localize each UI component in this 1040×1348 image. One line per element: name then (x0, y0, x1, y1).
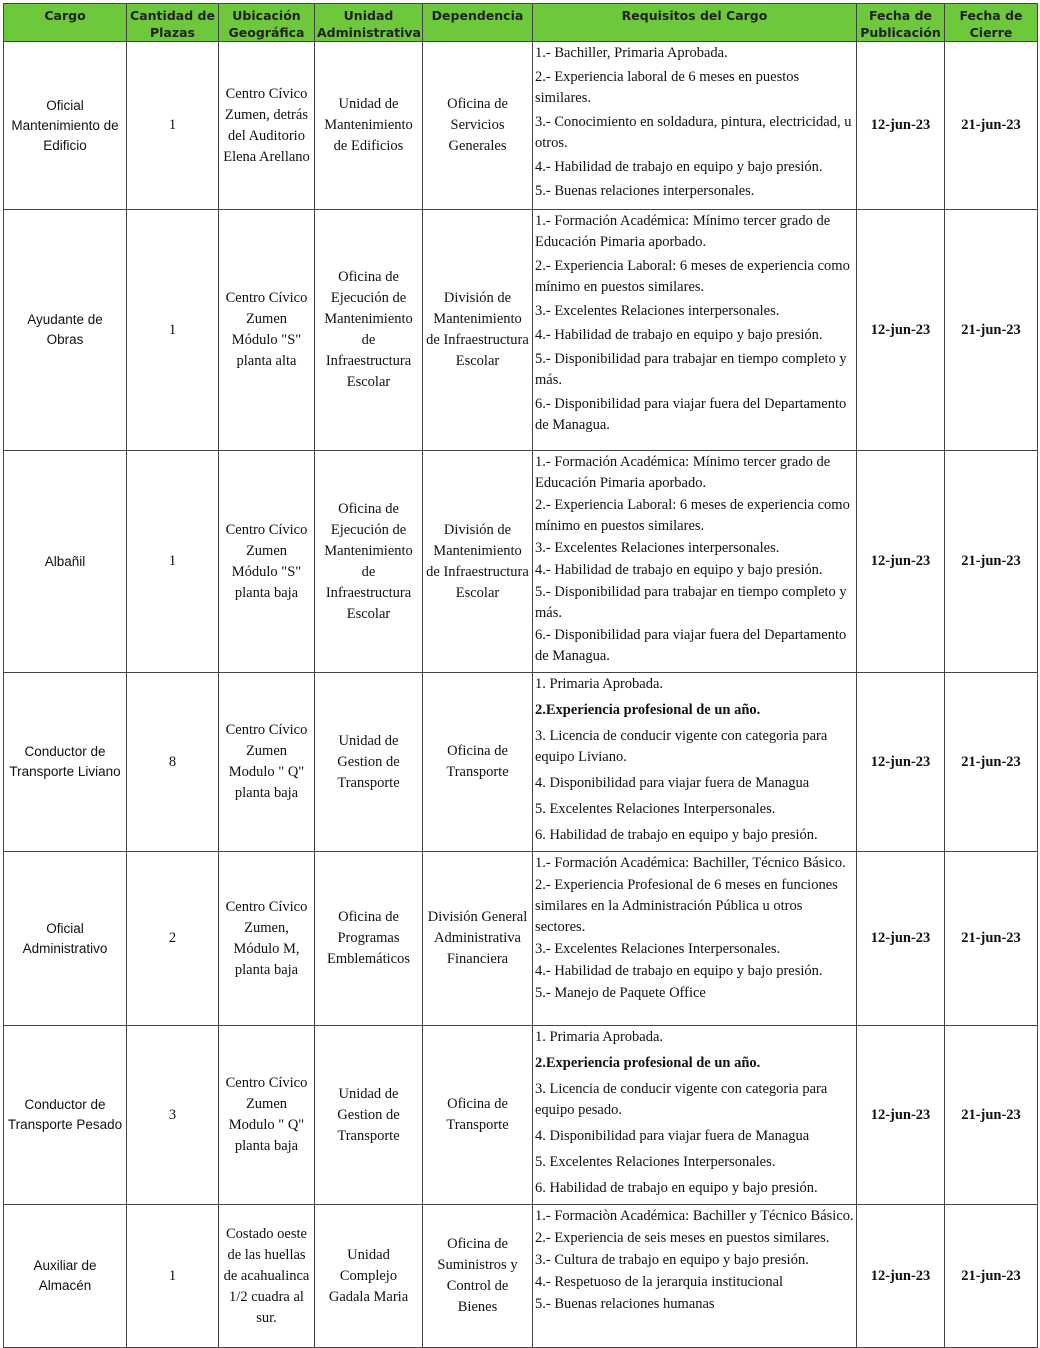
header-cargo: Cargo (4, 4, 127, 42)
requisitos-cell (533, 852, 857, 1026)
requisito-item: 4. Disponibilidad para viajar fuera de Managua (535, 1128, 810, 1144)
ubicacion-cell: Centro Cívico Zumen Módulo "S" planta baja (219, 451, 315, 673)
requisito-item: 1.- Formación Académica: Mínimo tercer grado de Educación Pimaria aporbado. (535, 454, 831, 491)
cargo-cell: Conductor de Transporte Liviano (4, 673, 127, 852)
cantidad-cell: 3 (127, 1026, 219, 1205)
publicacion-cell: 12-jun-23 (857, 1026, 945, 1205)
cargo-cell: Auxiliar de Almacén (4, 1205, 127, 1348)
requisito-item: 2.Experiencia profesional de un año. (535, 702, 761, 718)
requisito-item: 4.- Habilidad de trabajo en equipo y bajo presión. (535, 562, 823, 578)
requisito-item: 5.- Disponibilidad para trabajar en tiempo completo y más. (535, 351, 847, 388)
requisito-item: 4.- Habilidad de trabajo en equipo y bajo presión. (535, 327, 823, 343)
publicacion-cell: 12-jun-23 (857, 42, 945, 210)
cantidad-cell: 1 (127, 210, 219, 451)
requisito-item: 2.- Experiencia laboral de 6 meses en puestos similares. (535, 69, 800, 106)
requisito-item: 6. Habilidad de trabajo en equipo y bajo presión. (535, 827, 818, 843)
cantidad-cell: 1 (127, 1205, 219, 1348)
table-row (4, 1205, 1038, 1348)
cierre-cell: 21-jun-23 (945, 1205, 1038, 1348)
header-requisitos: Requisitos del Cargo (533, 4, 857, 42)
requisito-item: 5.- Manejo de Paquete Office (535, 985, 706, 1001)
cierre-cell: 21-jun-23 (945, 210, 1038, 451)
requisito-item: 3.- Cultura de trabajo en equipo y bajo presión. (535, 1252, 809, 1268)
requisito-item: 1. Primaria Aprobada. (535, 1029, 664, 1045)
requisito-item: 4.- Respetuoso de la jerarquia institucional (535, 1274, 784, 1290)
table-row (4, 42, 1038, 210)
requisitos-cell (533, 1026, 857, 1205)
requisito-item: 4.- Habilidad de trabajo en equipo y bajo presión. (535, 963, 823, 979)
dependencia-cell: Oficina de Suministros y Control de Bienes (423, 1205, 533, 1348)
table-row (4, 673, 1038, 852)
unidad-cell: Oficina de Programas Emblemáticos (315, 852, 423, 1026)
vacancies-table (3, 3, 1038, 1348)
cierre-cell: 21-jun-23 (945, 451, 1038, 673)
header-cantidad: Cantidad de Plazas (127, 4, 219, 42)
cargo-cell: Oficial Administrativo (4, 852, 127, 1026)
unidad-cell: Oficina de Ejecución de Mantenimiento de Infraestructura Escolar (315, 451, 423, 673)
table-row (4, 451, 1038, 673)
dependencia-cell: Oficina de Transporte (423, 673, 533, 852)
dependencia-cell: Oficina de Transporte (423, 1026, 533, 1205)
requisito-item: 2.- Experiencia Laboral: 6 meses de experiencia como mínimo en puestos similares. (535, 258, 850, 295)
cantidad-cell: 8 (127, 673, 219, 852)
requisito-item: 5.- Buenas relaciones interpersonales. (535, 183, 755, 199)
table-row (4, 210, 1038, 451)
ubicacion-cell: Centro Cívico Zumen, detrás del Auditorio Elena Arellano (219, 42, 315, 210)
requisito-item: 5.- Buenas relaciones humanas (535, 1296, 715, 1312)
requisito-item: 3.- Excelentes Relaciones interpersonales. (535, 540, 780, 556)
requisito-item: 2.Experiencia profesional de un año. (535, 1055, 761, 1071)
cierre-cell: 21-jun-23 (945, 673, 1038, 852)
header-unidad: Unidad Administrativa (315, 4, 423, 42)
header-ubicacion: Ubicación Geográfica (219, 4, 315, 42)
publicacion-cell: 12-jun-23 (857, 210, 945, 451)
requisito-item: 6.- Disponibilidad para viajar fuera del Departamento de Managua. (535, 396, 847, 433)
requisito-item: 1.- Formación Académica: Bachiller, Técnico Básico. (535, 855, 846, 871)
dependencia-cell: División de Mantenimiento de Infraestructura Escolar (423, 210, 533, 451)
requisitos-cell (533, 673, 857, 852)
ubicacion-cell: Centro Cívico Zumen Modulo " Q" planta baja (219, 673, 315, 852)
table-row (4, 852, 1038, 1026)
publicacion-cell: 12-jun-23 (857, 1205, 945, 1348)
requisito-item: 4.- Habilidad de trabajo en equipo y bajo presión. (535, 159, 823, 175)
requisito-item: 3.- Excelentes Relaciones interpersonales. (535, 303, 780, 319)
requisito-item: 4. Disponibilidad para viajar fuera de Managua (535, 775, 810, 791)
dependencia-cell: Oficina de Servicios Generales (423, 42, 533, 210)
requisitos-cell (533, 1205, 857, 1348)
requisito-item: 2.- Experiencia Laboral: 6 meses de experiencia como mínimo en puestos similares. (535, 497, 850, 534)
cierre-cell: 21-jun-23 (945, 42, 1038, 210)
cantidad-cell: 1 (127, 42, 219, 210)
ubicacion-cell: Centro Cívico Zumen, Módulo M, planta baja (219, 852, 315, 1026)
ubicacion-cell: Centro Cívico Zumen Modulo " Q" planta baja (219, 1026, 315, 1205)
requisitos-cell (533, 210, 857, 451)
requisito-item: 5.- Disponibilidad para trabajar en tiempo completo y más. (535, 584, 847, 621)
unidad-cell: Unidad de Gestion de Transporte (315, 1026, 423, 1205)
header-cierre: Fecha de Cierre (945, 4, 1038, 42)
unidad-cell: Unidad de Gestion de Transporte (315, 673, 423, 852)
cantidad-cell: 1 (127, 451, 219, 673)
requisito-item: 1.- Formaciòn Académica: Bachiller y Técnico Básico. (535, 1208, 854, 1224)
requisito-item: 2.- Experiencia Profesional de 6 meses en funciones similares en la Administración Pública u otros sectores. (535, 877, 838, 935)
cargo-cell: Ayudante de Obras (4, 210, 127, 451)
dependencia-cell: División General Administrativa Financiera (423, 852, 533, 1026)
cierre-cell: 21-jun-23 (945, 1026, 1038, 1205)
header-dependencia: Dependencia (423, 4, 533, 42)
unidad-cell: Oficina de Ejecución de Mantenimiento de Infraestructura Escolar (315, 210, 423, 451)
publicacion-cell: 12-jun-23 (857, 852, 945, 1026)
requisito-item: 3.- Conocimiento en soldadura, pintura, electricidad, u otros. (535, 114, 852, 151)
requisito-item: 3.- Excelentes Relaciones Interpersonales. (535, 941, 781, 957)
requisito-item: 3. Licencia de conducir vigente con categoria para equipo pesado. (535, 1081, 828, 1118)
requisito-item: 5. Excelentes Relaciones Interpersonales. (535, 1154, 776, 1170)
requisito-item: 1.- Bachiller, Primaria Aprobada. (535, 45, 728, 61)
requisito-item: 1. Primaria Aprobada. (535, 676, 664, 692)
requisito-item: 5. Excelentes Relaciones Interpersonales. (535, 801, 776, 817)
cargo-cell: Conductor de Transporte Pesado (4, 1026, 127, 1205)
cargo-cell: Albañil (4, 451, 127, 673)
ubicacion-cell: Costado oeste de las huellas de acahualinca 1/2 cuadra al sur. (219, 1205, 315, 1348)
dependencia-cell: División de Mantenimiento de Infraestructura Escolar (423, 451, 533, 673)
table-row (4, 1026, 1038, 1205)
header-row (4, 4, 1038, 42)
unidad-cell: Unidad Complejo Gadala Maria (315, 1205, 423, 1348)
requisitos-cell (533, 451, 857, 673)
cargo-cell: Oficial Mantenimiento de Edificio (4, 42, 127, 210)
cierre-cell: 21-jun-23 (945, 852, 1038, 1026)
publicacion-cell: 12-jun-23 (857, 451, 945, 673)
ubicacion-cell: Centro Cívico Zumen Módulo "S" planta alta (219, 210, 315, 451)
header-publicacion: Fecha de Publicación (857, 4, 945, 42)
unidad-cell: Unidad de Mantenimiento de Edificios (315, 42, 423, 210)
requisito-item: 6. Habilidad de trabajo en equipo y bajo presión. (535, 1180, 818, 1196)
requisito-item: 3. Licencia de conducir vigente con categoria para equipo Liviano. (535, 728, 828, 765)
requisito-item: 6.- Disponibilidad para viajar fuera del Departamento de Managua. (535, 627, 847, 664)
requisitos-cell (533, 42, 857, 210)
requisito-item: 2.- Experiencia de seis meses en puestos similares. (535, 1230, 830, 1246)
cantidad-cell: 2 (127, 852, 219, 1026)
requisito-item: 1.- Formación Académica: Mínimo tercer grado de Educación Pimaria aporbado. (535, 213, 831, 250)
publicacion-cell: 12-jun-23 (857, 673, 945, 852)
